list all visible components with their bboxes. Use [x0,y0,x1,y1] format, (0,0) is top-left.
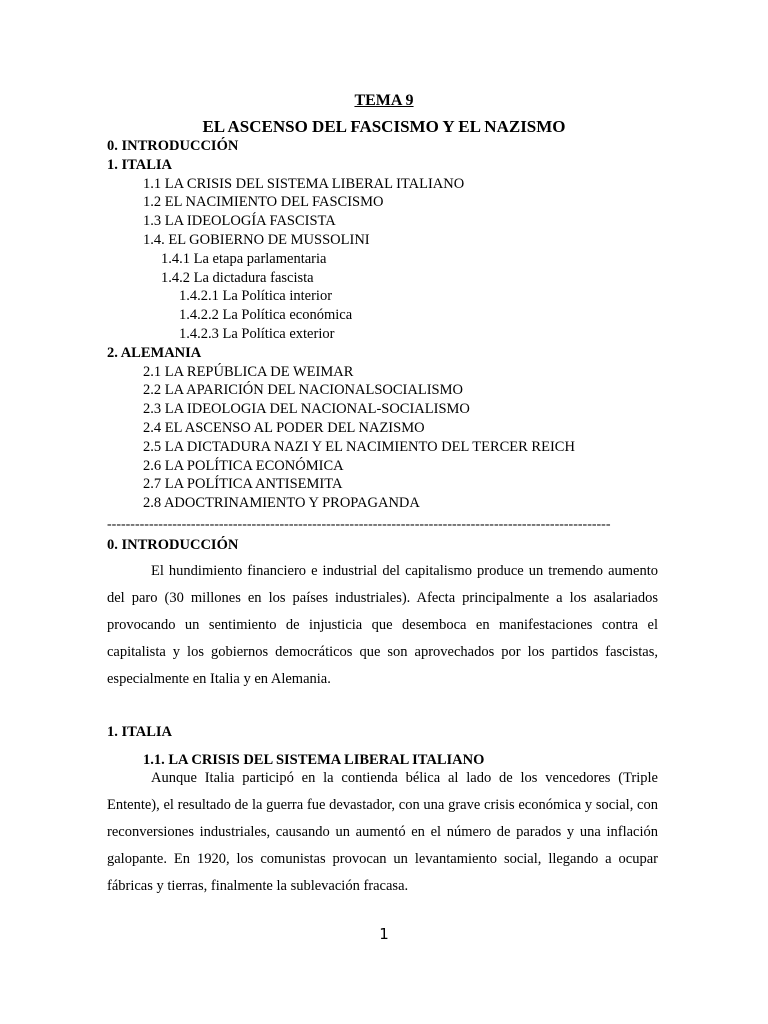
toc-item: 1.4.2.2 La Política económica [179,307,353,324]
subsection-heading-crisis: 1.1. LA CRISIS DEL SISTEMA LIBERAL ITALIANO [143,752,485,768]
toc-item: 1. ITALIA [107,156,172,173]
section-heading-introduccion: 0. INTRODUCCIÓN [107,537,239,553]
separator-line: ------------------------------------------------------------------------------------------------------------ [107,517,611,532]
toc-item: 1.4.2.1 La Política interior [179,288,333,305]
paragraph-crisis: Aunque Italia participó en la contienda bélica al lado de los vencedores (Triple Entente), el resultado de la guerra fue devastador, con una grave crisis económica y social, con reconversiones industriales, causando un aumentó en el número de parados y una inflación galopante. En 1920, los comunistas provocan un levantamiento social, llegando a ocupar fábricas y tierras, finalmente la sublevación fracasa. [107,770,658,894]
toc-item: 0. INTRODUCCIÓN [107,138,239,154]
toc-item: 2.4 EL ASCENSO AL PODER DEL NAZISMO [143,419,425,436]
toc-item: 1.4.2.3 La Política exterior [179,325,335,342]
toc-item: 2.6 LA POLÍTICA ECONÓMICA [143,457,344,474]
paragraph-introduccion: El hundimiento financiero e industrial del capitalismo produce un tremendo aumento del paro (30 millones en los países industriales). Afecta principalmente a los asalariados provocando un sentimiento de injusticia que desemboca en manifestaciones contra el capitalista y los gobiernos democráticos que son aprovechados por los partidos fascistas, especialmente en Italia y en Alemania. [107,563,658,687]
toc-item: 2.5 LA DICTADURA NAZI Y EL NACIMIENTO DEL TERCER REICH [143,438,575,455]
toc-item: 1.1 LA CRISIS DEL SISTEMA LIBERAL ITALIANO [143,175,465,192]
toc-item: 2.1 LA REPÚBLICA DE WEIMAR [143,363,354,380]
toc-item: 2.8 ADOCTRINAMIENTO Y PROPAGANDA [143,495,420,512]
toc-item: 1.3 LA IDEOLOGÍA FASCISTA [143,213,336,230]
toc-item: 1.4. EL GOBIERNO DE MUSSOLINI [143,231,370,248]
document-title-number: TEMA 9 [354,92,414,109]
toc-item: 1.4.1 La etapa parlamentaria [161,250,327,267]
toc-item: 2.2 LA APARICIÓN DEL NACIONALSOCIALISMO [143,382,463,399]
table-of-contents [0,137,768,513]
toc-item: 1.4.2 La dictadura fascista [161,269,314,286]
toc-item: 1.2 EL NACIMIENTO DEL FASCISMO [143,194,384,211]
toc-item: 2.7 LA POLÍTICA ANTISEMITA [143,476,343,493]
toc-item: 2.3 LA IDEOLOGIA DEL NACIONAL-SOCIALISMO [143,401,470,418]
section-heading-italia: 1. ITALIA [107,724,172,740]
document-title: EL ASCENSO DEL FASCISMO Y EL NAZISMO [202,117,566,136]
toc-item: 2. ALEMANIA [107,344,202,361]
page-number: 1 [379,925,389,943]
